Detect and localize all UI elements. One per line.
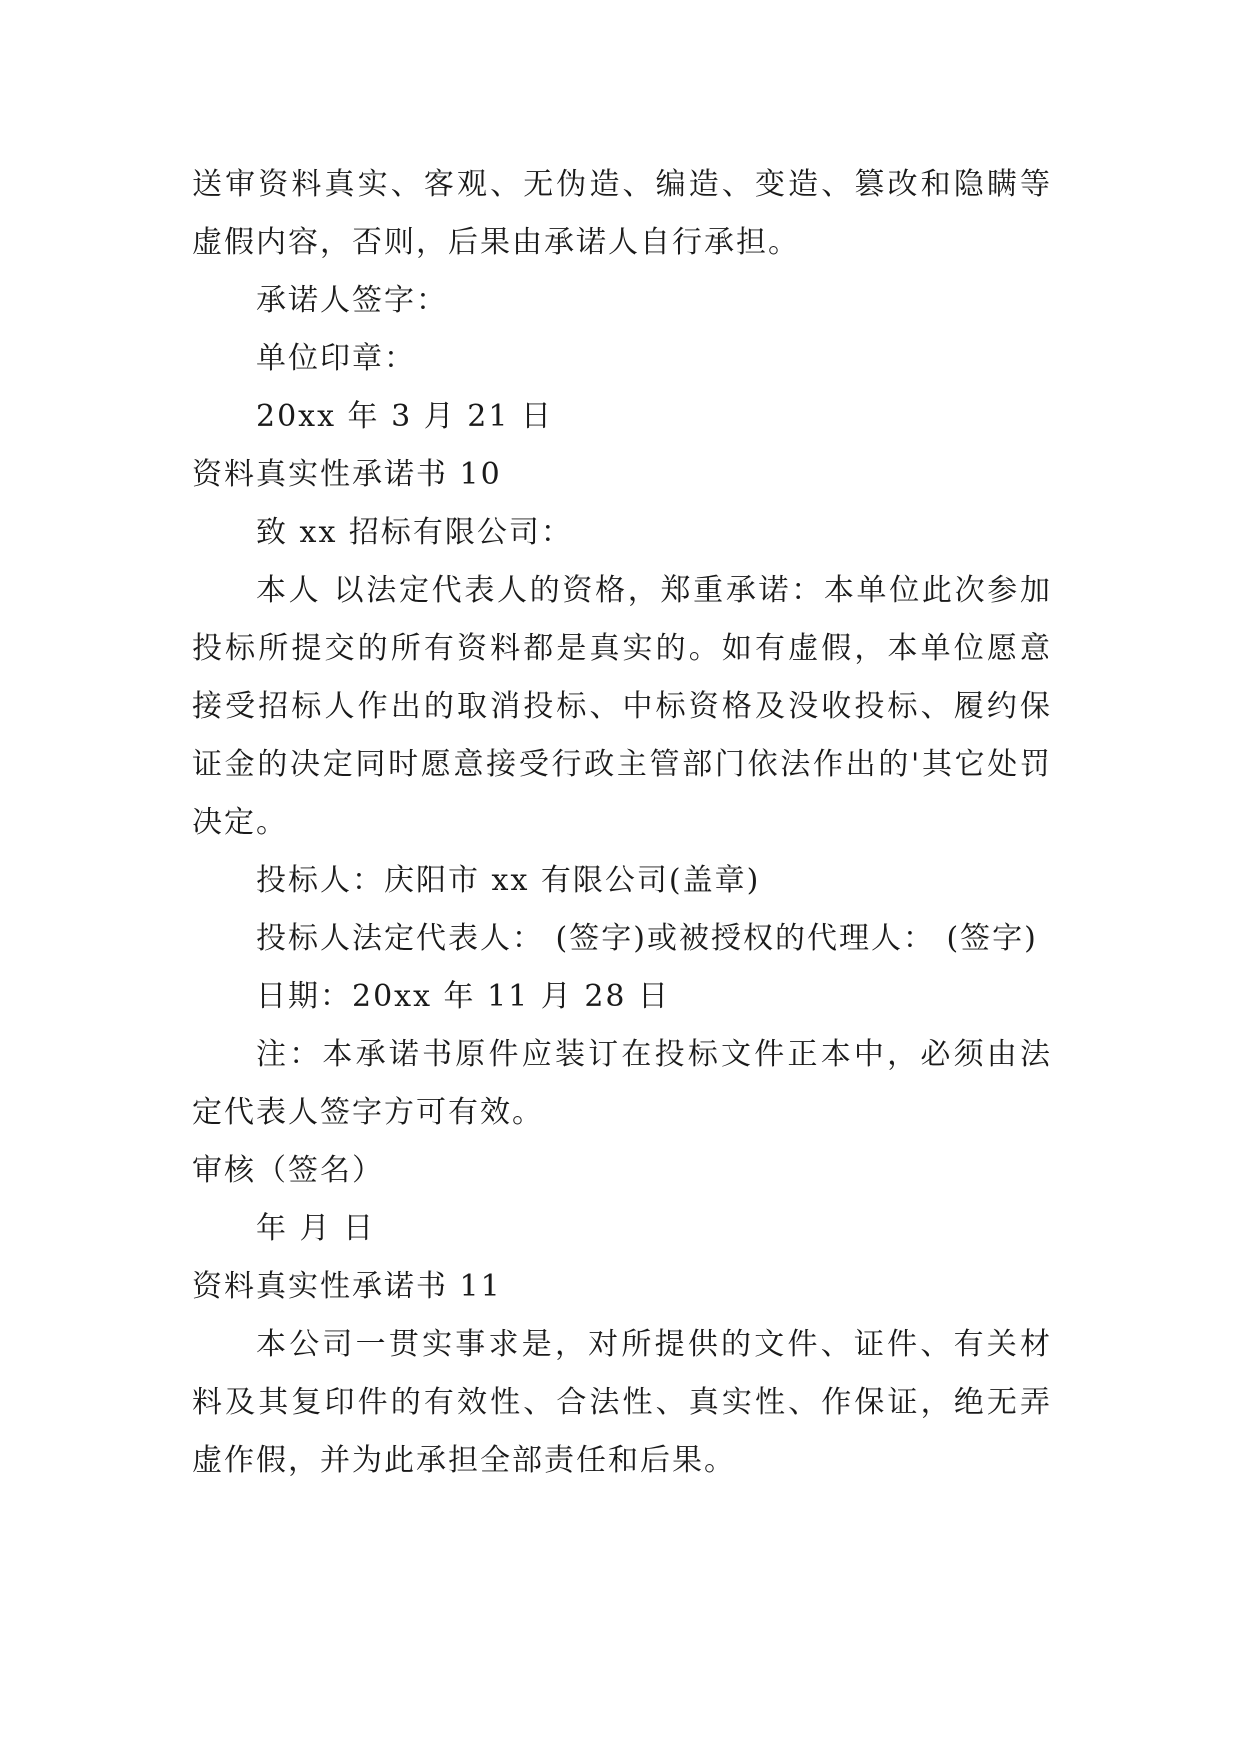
document-page bbox=[192, 156, 1052, 1490]
legal-representative-line: 投标人法定代表人： (签字)或被授权的代理人： (签字) bbox=[256, 921, 1038, 956]
unit-seal-line: 单位印章： bbox=[256, 341, 416, 376]
bidder-line: 投标人：庆阳市 xx 有限公司(盖章) bbox=[256, 863, 761, 898]
review-signature-line: 审核（签名） bbox=[192, 1153, 384, 1188]
commitment-paragraph: 本人 以法定代表人的资格，郑重承诺：本单位此次参加投标所提交的所有资料都是真实的。如有虚假，本单位愿意接受招标人作出的取消投标、中标资格及没收投标、履约保证金的决定同时愿意接受行政主管部门依法作出的'其它处罚决定。 bbox=[192, 573, 1052, 840]
addressee-line: 致 xx 招标有限公司： bbox=[256, 515, 573, 550]
section-heading-10: 资料真实性承诺书 10 bbox=[192, 457, 502, 492]
bid-date-line: 日期：20xx 年 11 月 28 日 bbox=[256, 979, 671, 1014]
note-paragraph: 注：本承诺书原件应装订在投标文件正本中，必须由法定代表人签字方可有效。 bbox=[192, 1037, 1052, 1130]
promisor-signature-line: 承诺人签字： bbox=[256, 283, 448, 318]
review-date-line: 年 月 日 bbox=[256, 1211, 376, 1246]
section-heading-11: 资料真实性承诺书 11 bbox=[192, 1269, 502, 1304]
date-line: 20xx 年 3 月 21 日 bbox=[256, 399, 553, 434]
paragraph-continuation: 送审资料真实、客观、无伪造、编造、变造、篡改和隐瞒等虚假内容，否则，后果由承诺人自行承担。 bbox=[192, 167, 1052, 260]
company-commitment-paragraph: 本公司一贯实事求是，对所提供的文件、证件、有关材料及其复印件的有效性、合法性、真实性、作保证，绝无弄虚作假，并为此承担全部责任和后果。 bbox=[192, 1327, 1052, 1478]
